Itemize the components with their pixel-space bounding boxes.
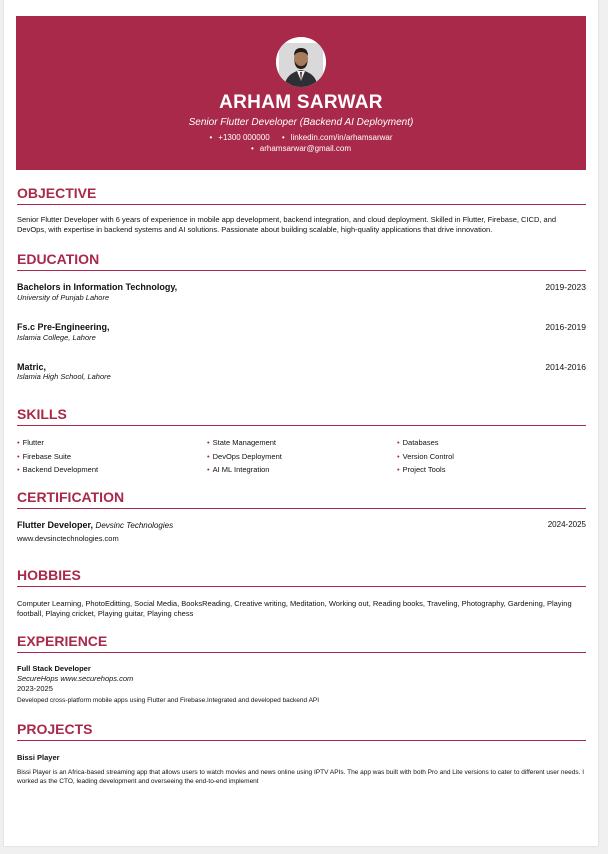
project-description: Bissi Player is an Africa-based streaming app that allows users to watch movies and news online using IPTV APIs. The app was built with both Pro and Lite versions to cater to different user needs. I worked as the CTO, leading development and overseeing the end-to-end implement bbox=[17, 769, 585, 785]
experience-years: 2023-2025 bbox=[17, 684, 53, 693]
education-years: 2016-2019 bbox=[545, 322, 586, 332]
project-name: Bissi Player bbox=[17, 753, 60, 762]
certification-name: Flutter Developer, bbox=[17, 520, 94, 530]
certification-heading: CERTIFICATION bbox=[17, 489, 586, 509]
skill-item: • DevOps Deployment bbox=[207, 450, 282, 464]
skill-item: • Version Control bbox=[397, 450, 454, 464]
experience-description: Developed cross-platform mobile apps using Flutter and Firebase.Integrated and developed backend API bbox=[17, 697, 320, 704]
skill-item: • State Management bbox=[207, 436, 282, 450]
education-years: 2019-2023 bbox=[545, 282, 586, 292]
skill-item: • Firebase Suite bbox=[17, 450, 98, 464]
certification-org: Devsinc Technologies bbox=[95, 521, 174, 530]
resume-header bbox=[16, 16, 586, 170]
skill-item: • AI ML Integration bbox=[207, 463, 282, 477]
contact-info bbox=[16, 132, 586, 154]
certification-title bbox=[17, 520, 173, 530]
hobbies-heading: HOBBIES bbox=[17, 567, 586, 587]
email-link[interactable]: • arhamsarwar@gmail.com bbox=[251, 144, 351, 153]
skills-heading: SKILLS bbox=[17, 406, 586, 426]
profile-photo bbox=[276, 37, 326, 87]
skills-column-3 bbox=[397, 436, 454, 477]
candidate-role: Senior Flutter Developer (Backend AI Deployment) bbox=[188, 117, 414, 128]
education-degree: Bachelors in Information Technology, bbox=[17, 282, 178, 292]
education-degree: Matric, bbox=[17, 362, 47, 372]
objective-heading: OBJECTIVE bbox=[17, 185, 586, 205]
hobbies-text: Computer Learning, PhotoEditting, Social Media, BooksReading, Creative writing, Meditation, Working out, Reading books, Traveling, Photography, Gardening, Playing football, Playing cricket, Playing guitar, Playing chess bbox=[17, 599, 572, 618]
skill-item: • Project Tools bbox=[397, 463, 454, 477]
resume-page bbox=[4, 0, 598, 846]
education-school: Islamia College, Lahore bbox=[17, 333, 96, 342]
experience-heading: EXPERIENCE bbox=[17, 633, 586, 653]
education-heading: EDUCATION bbox=[17, 251, 586, 271]
education-degree: Fs.c Pre-Engineering, bbox=[17, 322, 110, 332]
objective-text: Senior Flutter Developer with 6 years of experience in mobile app development, backend integration, and cloud deployment. Skilled in Flutter, Firebase, CICD, and DevOps, with expertise in backend systems and AI solutions. Passionate about building scalable, high-quality applications that drive innovation. bbox=[17, 215, 557, 234]
education-school: University of Punjab Lahore bbox=[17, 293, 110, 302]
skill-item: • Backend Development bbox=[17, 463, 98, 477]
education-school: Islamia High School, Lahore bbox=[17, 372, 111, 381]
certification-years: 2024-2025 bbox=[547, 520, 586, 529]
experience-role: Full Stack Developer bbox=[17, 664, 91, 673]
certification-url[interactable]: www.devsinctechnologies.com bbox=[17, 534, 119, 543]
skills-column-2 bbox=[207, 436, 282, 477]
education-years: 2014-2016 bbox=[545, 362, 586, 372]
projects-heading: PROJECTS bbox=[17, 721, 586, 741]
skill-item: • Flutter bbox=[17, 436, 98, 450]
experience-company: SecureHops www.securehops.com bbox=[17, 674, 134, 683]
skill-item: • Databases bbox=[397, 436, 454, 450]
candidate-name: ARHAM SARWAR bbox=[219, 92, 383, 113]
phone-text: • +1300 000000 bbox=[209, 133, 269, 142]
linkedin-link[interactable]: • linkedin.com/in/arhamsarwar bbox=[282, 133, 393, 142]
skills-column-1 bbox=[17, 436, 98, 477]
